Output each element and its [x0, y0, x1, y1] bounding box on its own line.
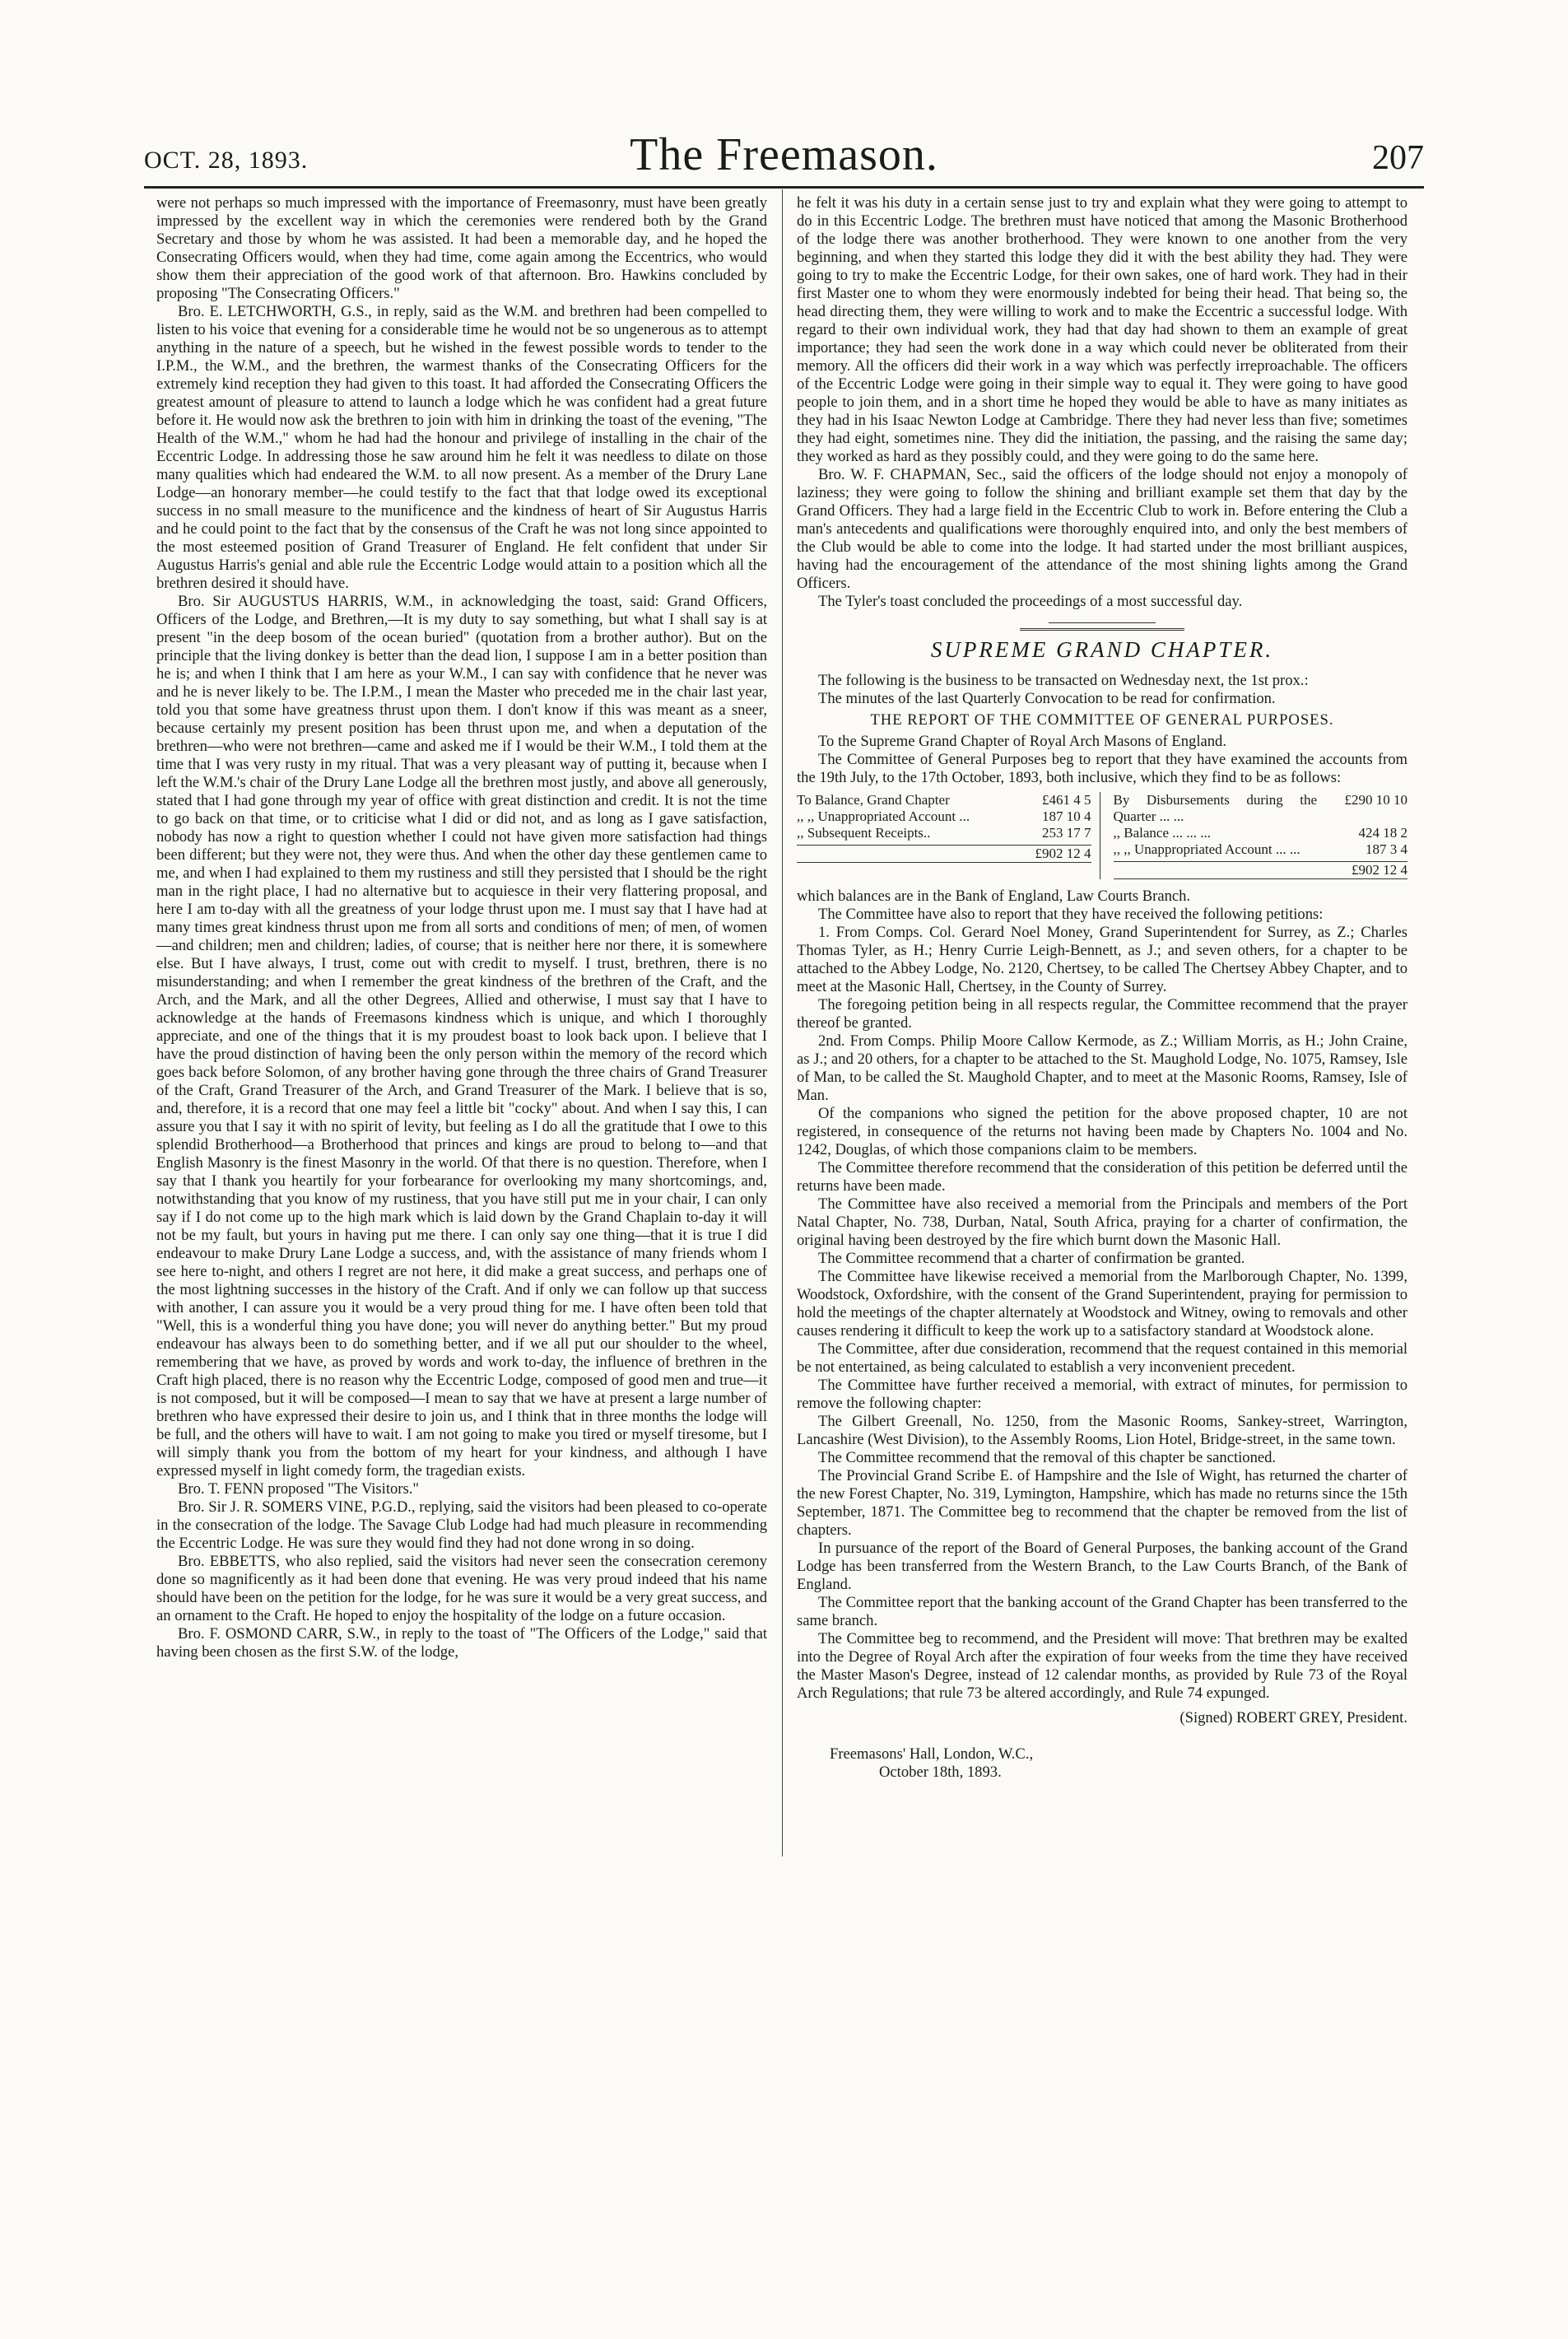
- account-row: [1114, 841, 1408, 858]
- paragraph: The Committee therefore recommend that the consideration of this petition be deferred until the returns have been made.: [797, 1159, 1407, 1195]
- paragraph: In pursuance of the report of the Board of General Purposes, the banking account of the Grand Lodge has been transferred from the Western Branch, to the Law Courts Branch, of the Bank of England.: [797, 1540, 1407, 1593]
- left-column: [156, 194, 767, 1661]
- paragraph: The foregoing petition being in all respects regular, the Committee recommend that the prayer thereof be granted.: [797, 996, 1407, 1032]
- accounts-receipts: [797, 792, 1100, 879]
- paragraph: Bro. E. LETCHWORTH, G.S., in reply, said as the W.M. and brethren had been compelled to listen to his voice that evening for a considerable time he would not be so ungenerous as to attempt anything in the nature of a speech, but he wished in the fewest possible words to tender to the I.P.M., the W.M., and the brethren, the warmest thanks of the Consecrating Officers for the extremely kind reception they had given to this toast. It had afforded the Consecrating Officers the greatest amount of pleasure to attend to launch a lodge which he was confident had a great future before it. He would now ask the brethren to join with him in drinking the toast of the evening, "The Health of the W.M.," whom he had had the honour and privilege of installing in the chair of the Eccentric Lodge. In addressing those he saw around him he felt it was needless to dilate on those many qualities which had endeared the W.M. to all now present. As a member of the Drury Lane Lodge—an honorary member—he could testify to the fact that that lodge owed its exceptional success in no small measure to the munificence and the kindness of heart of Sir Augustus Harris and he could point to the fact that by the consensus of the Craft he was not long since appointed to the most esteemed position of Grand Treasurer of England. He felt confident that under Sir Augustus Harris's genial and able rule the Eccentric Lodge would attain to a position which all the brethren desired it should have.: [156, 303, 767, 592]
- section-divider: [1049, 622, 1156, 623]
- column-divider: [782, 189, 783, 1857]
- account-label: ,, Balance ... ... ...: [1113, 825, 1211, 841]
- account-label: ,, Subsequent Receipts..: [797, 825, 931, 841]
- paragraph: The Committee, after due consideration, recommend that the request contained in this memorial be not entertained, as being calculated to establish a very inconvenient precedent.: [797, 1340, 1407, 1376]
- address-date: October 18th, 1893.: [879, 1764, 1002, 1781]
- paragraph: Bro. F. OSMOND CARR, S.W., in reply to the toast of "The Officers of the Lodge," said that having been chosen as the first S.W. of the lodge,: [156, 1625, 767, 1661]
- account-row: [797, 825, 1091, 841]
- account-row: [797, 792, 1091, 808]
- issue-date: OCT. 28, 1893.: [144, 147, 309, 174]
- paragraph: The Committee have likewise received a memorial from the Marlborough Chapter, No. 1399, Woodstock, Oxfordshire, with the consent of the Grand Superintendent, praying for permission to hold the meetings of the chapter alternately at Woodstock and Witney, owing to removals and other causes rendering it difficult to keep the work up to a satisfactory standard at Woodstock alone.: [797, 1268, 1407, 1340]
- account-row: [1114, 825, 1408, 841]
- paragraph: To the Supreme Grand Chapter of Royal Arch Masons of England.: [818, 733, 1226, 750]
- paragraph: The Committee of General Purposes beg to report that they have examined the accounts from the 19th July, to the 17th October, 1893, both inclusive, which they find to be as follows:: [797, 751, 1407, 786]
- paragraph: The Committee beg to recommend, and the President will move: That brethren may be exalted into the Degree of Royal Arch after the expiration of four weeks from the time they have received the Master Mason's Degree, instead of 12 calendar months, as provided by Rule 73 of the Royal Arch Regulations; that rule 73 be altered accordingly, and Rule 74 expunged.: [797, 1630, 1407, 1702]
- paragraph: Bro. T. FENN proposed "The Visitors.": [178, 1480, 419, 1498]
- paragraph: The following is the business to be transacted on Wednesday next, the 1st prox.:: [818, 672, 1309, 689]
- accounts-disbursements: [1100, 792, 1408, 879]
- paragraph: Bro. W. F. CHAPMAN, Sec., said the officers of the lodge should not enjoy a monopoly of laziness; they were going to follow the shining and brilliant example set them that day by the Grand Officers. They had a large field in the Eccentric Club to work in. Before entering the Club a man's antecedents and qualifications were thoroughly enquired into, and only the best members of the Club would be able to come into the lodge. It had started under the most brilliant auspices, having had the encouragement of the attendance of the most shining lights among the Grand Officers.: [797, 466, 1407, 592]
- paragraph: The Committee recommend that a charter of confirmation be granted.: [818, 1250, 1245, 1267]
- paragraph: The Committee have further received a memorial, with extract of minutes, for permission to remove the following chapter:: [797, 1377, 1407, 1412]
- paragraph: The Tyler's toast concluded the proceedings of a most successful day.: [818, 593, 1243, 610]
- paragraph: The Gilbert Greenall, No. 1250, from the Masonic Rooms, Sankey-street, Warrington, Lancashire (West Division), to the Assembly Rooms, Lion Hotel, Bridge-street, in the same town.: [797, 1413, 1407, 1448]
- account-amount: 424 18 2: [1358, 825, 1407, 841]
- account-total-row: [1114, 861, 1408, 879]
- masthead: [144, 129, 1424, 183]
- account-total: £902 12 4: [1035, 846, 1091, 861]
- account-label: By Disbursements during the Quarter ... ...: [1113, 792, 1317, 824]
- paragraph: The Provincial Grand Scribe E. of Hampshire and the Isle of Wight, has returned the charter of the new Forest Chapter, No. 319, Lymington, Hampshire, which has made no returns since the 15th September, 1871. The Committee beg to recommend that the chapter be removed from the list of chapters.: [797, 1467, 1407, 1539]
- accounts-table: [797, 792, 1407, 879]
- account-row: [797, 808, 1091, 825]
- paragraph: Bro. Sir J. R. SOMERS VINE, P.G.D., replying, said the visitors had been pleased to co-operate in the consecration of the lodge. The Savage Club Lodge had had much pleasure in recommending the Eccentric Lodge. He was sure they would find they had not done wrong in so doing.: [156, 1498, 767, 1552]
- masthead-rule: [144, 186, 1424, 189]
- account-amount: 253 17 7: [1042, 825, 1091, 841]
- publication-title: The Freemason.: [630, 129, 938, 180]
- address-line: Freemasons' Hall, London, W.C.,: [830, 1745, 1034, 1763]
- account-label: To Balance, Grand Chapter: [797, 792, 950, 808]
- paragraph: were not perhaps so much impressed with the importance of Freemasonry, must have been greatly impressed by the excellent way in which the ceremonies were rendered both by the Grand Secretary and those by whom he was assisted. It had been a memorable day, and he hoped the Consecrating Officers would, when they had time, come again among the Eccentrics, who would show them their appreciation of the good work of that afternoon. Bro. Hawkins concluded by proposing "The Consecrating Officers.": [156, 194, 767, 302]
- paragraph: The minutes of the last Quarterly Convocation to be read for confirmation.: [818, 690, 1276, 707]
- signature-line: (Signed) ROBERT GREY, President.: [1179, 1709, 1407, 1726]
- paragraph: The Committee have also to report that they have received the following petitions:: [818, 906, 1324, 923]
- paragraph: 2nd. From Comps. Philip Moore Callow Kermode, as Z.; William Morris, as H.; John Craine, as J.; and 20 others, for a chapter to be attached to the St. Maughold Lodge, No. 1075, Ramsey, Isle of Man, to be called the St. Maughold Chapter, and to meet at the Masonic Rooms, Ramsey, Isle of Man.: [797, 1032, 1407, 1104]
- account-amount: £461 4 5: [1042, 792, 1091, 808]
- address-block: [797, 1745, 1407, 1782]
- account-amount: 187 3 4: [1366, 841, 1407, 857]
- account-label: ,, ,, Unappropriated Account ... ...: [1113, 841, 1300, 857]
- paragraph: The Committee recommend that the removal of this chapter be sanctioned.: [818, 1449, 1277, 1466]
- report-heading: THE REPORT OF THE COMMITTEE OF GENERAL PURPOSES.: [870, 711, 1334, 729]
- paragraph: Bro. Sir AUGUSTUS HARRIS, W.M., in acknowledging the toast, said: Grand Officers, Officers of the Lodge, and Brethren,—It is my duty to say something, but what I shall say is at present "in the deep bosom of the ocean buried" (quotation from a brother author). But on the principle that the living donkey is better than the dead lion, I suppose I am in a better position than he is; and when I think that I am here as your W.M., I can say with confidence that he never was and he is never likely to be. The I.P.M., I mean the Master who preceded me in the chair last year, told you that some have greatness thrust upon them. I don't know if this was meant as a sneer, because certainly my present position has been thrust upon me, and when a deputation of the brethren—who were not brethren—came and asked me if I would be their W.M., I told them at the time that I was very rusty in my ritual. That was a very pleasant way of putting it, because when I left the W.M.'s chair of the Drury Lane Lodge all the brethren most justly, and above all generously, stated that I had gone through my year of office with great distinction and credit. It is not the time to go back on that time, or to criticise what I did or did not, and as long as I gave satisfaction, nobody has now a right to question whether I could not have given more satisfaction had things been different; but they were not, they were thus. And when the other day these gentlemen came to me, and when I had explained to them my rustiness and still they persisted that I should be the right man in the right place, I had no alternative but to acquiesce in their very flattering proposal, and here I am to-day with all the greatness of your lodge thrust upon me. I must say that I have had at many times great kindness thrust upon me from all sorts and conditions of men; of men, of women—and children; men and children; ladies, of course; that is neither here nor there, it is somewhere else. But I have always, I trust, come out with credit to myself. I trust, brethren, there is no misunderstanding; and when I remember the great kindness of the brethren of the Craft, and the Arch, and the Mark, and all the other Degrees, Allied and otherwise, I must say that I have to acknowledge at the hands of Freemasons kindness which is unique, and which I thoroughly appreciate, and one of the things that it is my proudest boast to look back upon. I believe that I have the proud distinction of having been the only person within the memory of the record which goes back before Solomon, of any brother having gone through the three chairs of Grand Treasurer of the Craft, Grand Treasurer of the Arch, and Grand Treasurer of the Mark. I believe that is so, and, therefore, it is a record that one may feel a little bit "cocky" about. And when I say this, I can assure you that I say it with no spirit of levity, but feeling as I do all the gratitude that I owe to this splendid Brotherhood—a Brotherhood that princes and kings are proud to belong to—and that English Masonry is the finest Masonry in the world. Of that there is no question. Therefore, when I say that I thank you heartily for your forbearance for overlooking my many shortcomings, and, notwithstanding that you know of my rustiness, that you have still put me in your chair, I can only say if I do not come up to the high mark which is laid down by the Grand Chaplain to-day it will not be my fault, but yours in having put me there. I can only say one thing—that it is true I did endeavour to make Drury Lane Lodge a success, and, with the assistance of many friends whom I see here to-night, and others I regret are not here, it did make a great success, and perhaps one of the most lightning successes in the history of the Craft. And if only we can follow up that success with another, I can assure you it would be a very proud thing for me. I have often been told that "Well, this is a wonderful thing you have done; you will never do anything better." But my proud endeavour has always been to do something better, and if we all put our shoulder to the wheel, remembering that we have, as proved by words and work to-day, the influence of brethren in the Craft high placed, there is no reason why the Eccentric Lodge, composed of good men and true—it is not composed, but it will be composed—I mean to say that we have at present a large number of brethren who have expressed their desire to join us, and I think that in three months the lodge will be full, and the others will have to wait. I am not going to make you tired or myself tiresome, but I will simply thank you from the bottom of my heart for your kindness, and although I have expressed myself in light comedy form, the tragedian exists.: [156, 593, 767, 1479]
- paragraph: Bro. EBBETTS, who also replied, said the visitors had never seen the consecration ceremony done so magnificently as it had been done that evening. He was very proud indeed that his name should have been on the petition for the lodge, for he was sure it would be a very great success, and an ornament to the Craft. He hoped to enjoy the hospitality of the lodge on a future occasion.: [156, 1553, 767, 1624]
- section-heading: SUPREME GRAND CHAPTER.: [930, 637, 1274, 662]
- account-total-row: [797, 845, 1091, 863]
- account-amount: £290 10 10: [1344, 792, 1407, 808]
- paragraph: which balances are in the Bank of England, Law Courts Branch.: [797, 888, 1191, 905]
- paragraph: he felt it was his duty in a certain sense just to try and explain what they were going to attempt to do in this Eccentric Lodge. The brethren must have noticed that among the Masonic Brotherhood of the lodge there was another brotherhood. They were known to one another from the very beginning, and when they started this lodge they did it with the best ability they had. They were going to try to make the Eccentric Lodge, for their own sakes, one of hard work. They had in their first Master one to whom they were enormously indebted for being their head. That being so, the head directing them, they were willing to work and to make the Eccentric a successful lodge. With regard to their own individual work, they had that day had shown to them an example of great importance; they had seen the work done in a way which could never be obliterated from their memory. All the officers did their work in a way which was perfectly irreproachable. The officers of the Eccentric Lodge were going in their simple way to equal it. They were going to have good people to join them, and in a short time he hoped they would be able to have as many initiates as they had in his Isaac Newton Lodge at Cambridge. There they had never less than five; sometimes they had eight, sometimes nine. They did the initiation, the passing, and the raising the same day; they worked as hard as they possibly could, and they were going to do the same here.: [797, 194, 1407, 465]
- account-amount: 187 10 4: [1042, 808, 1091, 824]
- section-divider-double: [1020, 628, 1184, 631]
- account-total: £902 12 4: [1352, 862, 1407, 878]
- paragraph: The Committee have also received a memorial from the Principals and members of the Port Natal Chapter, No. 738, Durban, Natal, South Africa, praying for a charter of confirmation, the original having been destroyed by the fire which burnt down the Masonic Hall.: [797, 1195, 1407, 1249]
- paragraph: The Committee report that the banking account of the Grand Chapter has been transferred to the same branch.: [797, 1594, 1407, 1629]
- paragraph: 1. From Comps. Col. Gerard Noel Money, Grand Superintendent for Surrey, as Z.; Charles Thomas Tyler, as H.; Henry Currie Leigh-Bennett, as J.; and seven others, for a chapter to be attached to the Abbey Lodge, No. 2120, Chertsey, to be called The Chertsey Abbey Chapter, and to meet at the Masonic Hall, Chertsey, in the County of Surrey.: [797, 924, 1407, 995]
- account-row: [1114, 792, 1408, 825]
- account-label: ,, ,, Unappropriated Account ...: [797, 808, 970, 824]
- right-column: [797, 194, 1407, 1782]
- page-number: 207: [1372, 139, 1424, 177]
- paragraph: Of the companions who signed the petition for the above proposed chapter, 10 are not registered, in consequence of the returns not having been made by Chapters No. 1004 and No. 1242, Douglas, of which those companions claim to be members.: [797, 1105, 1407, 1158]
